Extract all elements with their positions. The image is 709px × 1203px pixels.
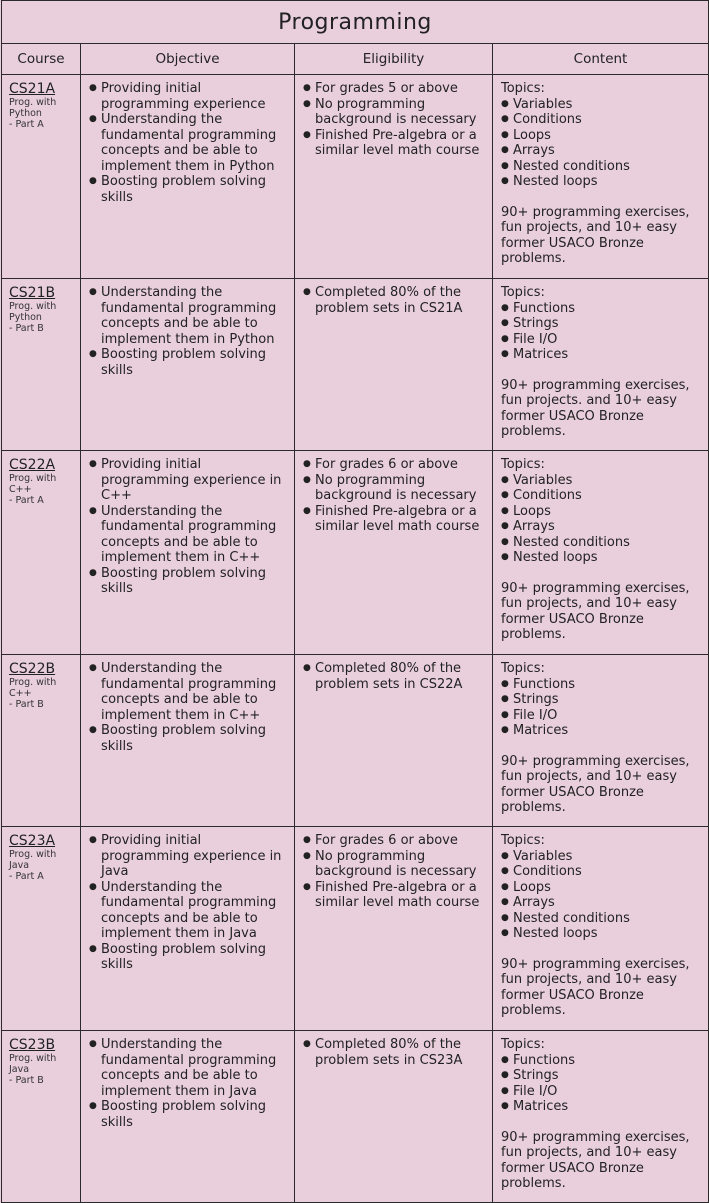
page-title: Programming: [2, 1, 709, 44]
objective-list: [89, 1037, 288, 1130]
course-description: - Part A: [9, 119, 44, 130]
table-row: [2, 655, 709, 827]
topic-item: ● Conditions: [513, 112, 702, 128]
eligibility-list: [303, 81, 486, 159]
topic-list: [501, 677, 702, 739]
topic-item: ● Matrices: [513, 723, 702, 739]
topic-item: ● Arrays: [513, 895, 702, 911]
topics-label: Topics:: [501, 1037, 545, 1052]
course-description: - Part A: [9, 871, 44, 882]
objective-item: ● Boosting problem solving skills: [101, 723, 288, 754]
eligibility-item: ● Finished Pre-algebra or a similar level math course: [315, 128, 486, 159]
course-cell: [2, 75, 81, 279]
objective-item: ● Boosting problem solving skills: [101, 942, 288, 973]
course-description: C++: [9, 484, 32, 495]
header-course: Course: [2, 44, 81, 75]
course-description: - Part B: [9, 1075, 44, 1086]
eligibility-item: ● No programming background is necessary: [315, 473, 486, 504]
topic-item: ● Nested loops: [513, 550, 702, 566]
eligibility-item: ● No programming background is necessary: [315, 849, 486, 880]
topics-label: Topics:: [501, 457, 545, 472]
objective-cell: [81, 451, 295, 655]
content-note: 90+ programming exercises, fun projects, and 10+ easy former USACO Bronze problems.: [501, 1129, 690, 1191]
course-cell: [2, 279, 81, 451]
topic-item: ● Nested conditions: [513, 535, 702, 551]
eligibility-item: ● Completed 80% of the problem sets in CS21A: [315, 285, 486, 316]
eligibility-item: ● Finished Pre-algebra or a similar level math course: [315, 880, 486, 911]
objective-item: ● Boosting problem solving skills: [101, 347, 288, 378]
topic-list: [501, 1053, 702, 1115]
objective-item: ● Understanding the fundamental programming concepts and be able to implement them in Java: [101, 880, 288, 942]
objective-list: [89, 285, 288, 378]
topic-item: ● Nested loops: [513, 174, 702, 190]
topic-item: ● Matrices: [513, 347, 702, 363]
topic-item: ● Functions: [513, 1053, 702, 1069]
content-note: 90+ programming exercises, fun projects, and 10+ easy former USACO Bronze problems.: [501, 956, 690, 1018]
content-note: 90+ programming exercises, fun projects. and 10+ easy former USACO Bronze problems.: [501, 377, 690, 439]
topic-item: ● Arrays: [513, 143, 702, 159]
topic-item: ● Functions: [513, 301, 702, 317]
topic-item: ● Variables: [513, 473, 702, 489]
objective-list: [89, 457, 288, 597]
topic-list: [501, 97, 702, 190]
course-description: Python: [9, 312, 42, 323]
course-description: Java: [9, 860, 30, 871]
course-code[interactable]: CS23A: [9, 833, 56, 849]
topics-label: Topics:: [501, 81, 545, 96]
eligibility-cell: [295, 451, 493, 655]
eligibility-list: [303, 1037, 486, 1068]
table-row: [2, 279, 709, 451]
topic-item: ● Nested conditions: [513, 159, 702, 175]
table-row: [2, 1031, 709, 1203]
course-description: Java: [9, 1064, 30, 1075]
objective-item: ● Providing initial programming experience in C++: [101, 457, 288, 504]
course-description: Prog. with: [9, 849, 57, 860]
objective-list: [89, 833, 288, 973]
course-description: C++: [9, 688, 32, 699]
topic-item: ● Conditions: [513, 864, 702, 880]
course-code[interactable]: CS23B: [9, 1037, 56, 1053]
topic-item: ● Loops: [513, 128, 702, 144]
course-cell: [2, 655, 81, 827]
table-body: [2, 75, 709, 1203]
course-code[interactable]: CS22B: [9, 661, 56, 677]
eligibility-cell: [295, 75, 493, 279]
topic-item: ● Arrays: [513, 519, 702, 535]
course-description: Prog. with: [9, 677, 57, 688]
eligibility-cell: [295, 279, 493, 451]
topic-item: ● Variables: [513, 849, 702, 865]
eligibility-item: ● Completed 80% of the problem sets in CS23A: [315, 1037, 486, 1068]
objective-item: ● Boosting problem solving skills: [101, 566, 288, 597]
topic-list: [501, 301, 702, 363]
topic-item: ● Strings: [513, 1068, 702, 1084]
objective-list: [89, 81, 288, 205]
course-description: - Part B: [9, 699, 44, 710]
table-row: [2, 75, 709, 279]
course-description: - Part A: [9, 495, 44, 506]
header-eligibility: Eligibility: [295, 44, 493, 75]
eligibility-cell: [295, 1031, 493, 1203]
objective-item: ● Understanding the fundamental programming concepts and be able to implement them in C++: [101, 661, 288, 723]
eligibility-item: ● Completed 80% of the problem sets in CS22A: [315, 661, 486, 692]
topic-item: ● Functions: [513, 677, 702, 693]
topic-item: ● Nested conditions: [513, 911, 702, 927]
objective-cell: [81, 1031, 295, 1203]
eligibility-item: ● No programming background is necessary: [315, 97, 486, 128]
eligibility-cell: [295, 827, 493, 1031]
topic-item: ● Loops: [513, 504, 702, 520]
topic-item: ● Strings: [513, 316, 702, 332]
eligibility-list: [303, 833, 486, 911]
objective-cell: [81, 75, 295, 279]
objective-item: ● Providing initial programming experience: [101, 81, 288, 112]
objective-item: ● Understanding the fundamental programming concepts and be able to implement them in Python: [101, 112, 288, 174]
objective-item: ● Understanding the fundamental programming concepts and be able to implement them in Python: [101, 285, 288, 347]
content-note: 90+ programming exercises, fun projects, and 10+ easy former USACO Bronze problems.: [501, 580, 690, 642]
course-code[interactable]: CS21A: [9, 81, 56, 97]
eligibility-item: ● For grades 5 or above: [315, 81, 486, 97]
content-note: 90+ programming exercises, fun projects, and 10+ easy former USACO Bronze problems.: [501, 753, 690, 815]
eligibility-list: [303, 285, 486, 316]
topic-item: ● Strings: [513, 692, 702, 708]
objective-item: ● Boosting problem solving skills: [101, 174, 288, 205]
topics-label: Topics:: [501, 285, 545, 300]
topic-item: ● File I/O: [513, 708, 702, 724]
content-cell: [493, 451, 709, 655]
objective-item: ● Boosting problem solving skills: [101, 1099, 288, 1130]
course-description: Python: [9, 108, 42, 119]
objective-list: [89, 661, 288, 754]
header-content: Content: [493, 44, 709, 75]
content-cell: [493, 75, 709, 279]
programming-table: [1, 0, 709, 1203]
content-cell: [493, 279, 709, 451]
topic-list: [501, 473, 702, 566]
content-cell: [493, 1031, 709, 1203]
content-cell: [493, 655, 709, 827]
course-cell: [2, 451, 81, 655]
course-code[interactable]: CS22A: [9, 457, 56, 473]
course-description: Prog. with: [9, 473, 57, 484]
table-row: [2, 827, 709, 1031]
topic-item: ● Variables: [513, 97, 702, 113]
course-description: Prog. with: [9, 301, 57, 312]
course-cell: [2, 827, 81, 1031]
topic-item: ● Matrices: [513, 1099, 702, 1115]
objective-item: ● Understanding the fundamental programming concepts and be able to implement them in Java: [101, 1037, 288, 1099]
course-code[interactable]: CS21B: [9, 285, 56, 301]
topic-list: [501, 849, 702, 942]
eligibility-list: [303, 457, 486, 535]
eligibility-item: ● For grades 6 or above: [315, 457, 486, 473]
objective-cell: [81, 827, 295, 1031]
course-description: Prog. with: [9, 1053, 57, 1064]
course-cell: [2, 1031, 81, 1203]
content-note: 90+ programming exercises, fun projects, and 10+ easy former USACO Bronze problems.: [501, 204, 690, 266]
topics-label: Topics:: [501, 833, 545, 848]
eligibility-cell: [295, 655, 493, 827]
objective-cell: [81, 655, 295, 827]
eligibility-item: ● Finished Pre-algebra or a similar level math course: [315, 504, 486, 535]
table-row: [2, 451, 709, 655]
topic-item: ● File I/O: [513, 1084, 702, 1100]
eligibility-item: ● For grades 6 or above: [315, 833, 486, 849]
topics-label: Topics:: [501, 661, 545, 676]
objective-cell: [81, 279, 295, 451]
content-cell: [493, 827, 709, 1031]
topic-item: ● Loops: [513, 880, 702, 896]
header-objective: Objective: [81, 44, 295, 75]
topic-item: ● Conditions: [513, 488, 702, 504]
eligibility-list: [303, 661, 486, 692]
topic-item: ● File I/O: [513, 332, 702, 348]
course-description: - Part B: [9, 323, 44, 334]
objective-item: ● Providing initial programming experience in Java: [101, 833, 288, 880]
course-description: Prog. with: [9, 97, 57, 108]
objective-item: ● Understanding the fundamental programming concepts and be able to implement them in C++: [101, 504, 288, 566]
topic-item: ● Nested loops: [513, 926, 702, 942]
